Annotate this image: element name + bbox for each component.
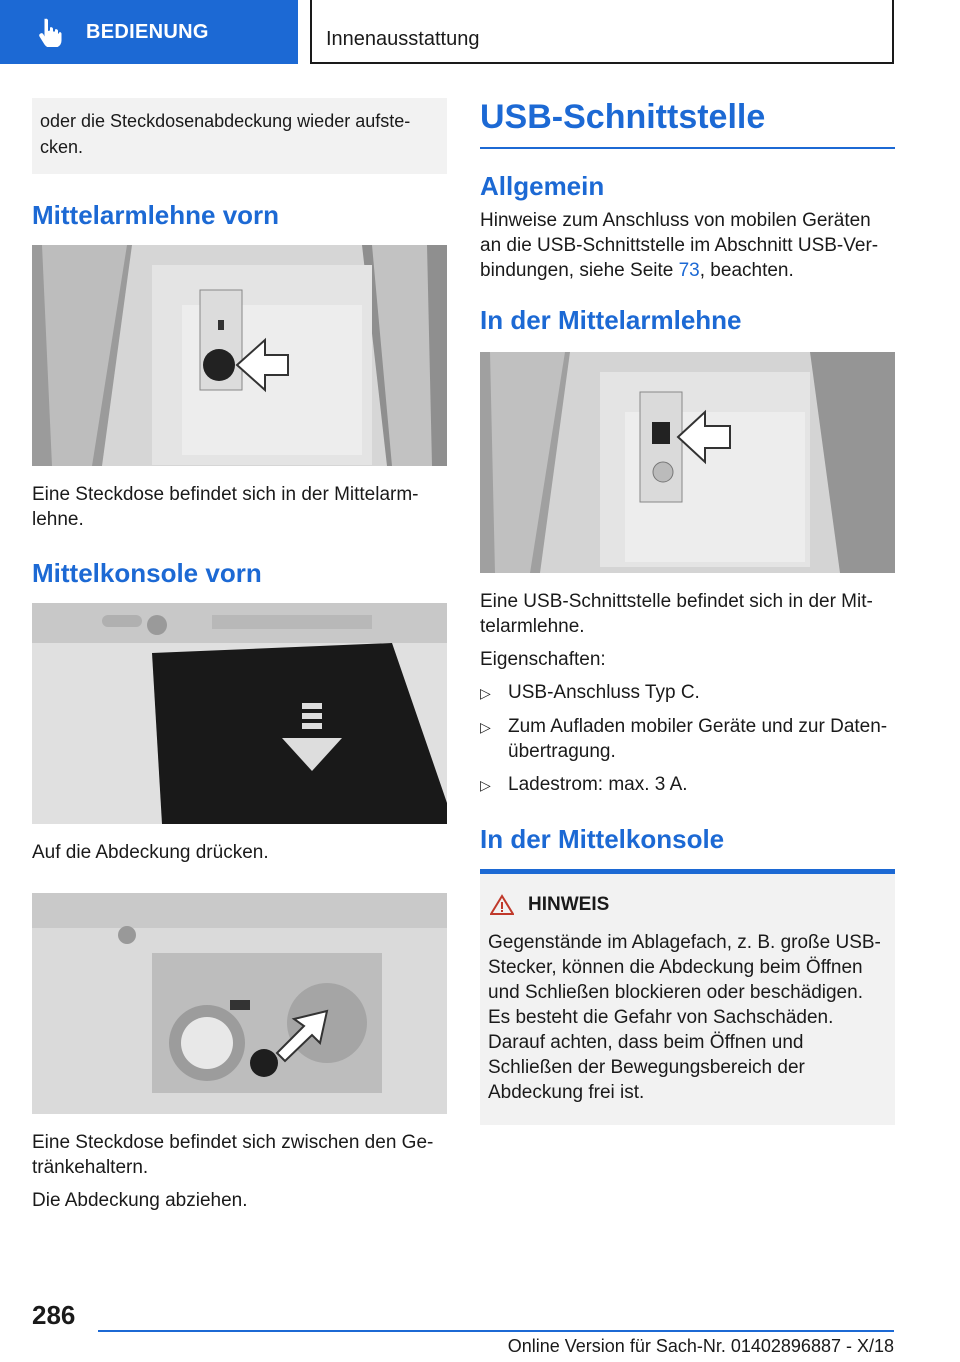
- triangle-bullet-icon: ▷: [480, 685, 491, 701]
- armrest-usb-image: [480, 352, 895, 573]
- usb-heading: USB-Schnittstelle: [480, 98, 895, 149]
- console-cover-image: [32, 603, 447, 824]
- section-tab[interactable]: [0, 0, 298, 64]
- notice-title: HINWEIS: [528, 894, 610, 915]
- cupholder-caption: Eine Steckdose befindet sich zwischen den Ge-tränkehaltern.: [32, 1132, 434, 1178]
- property-text: Zum Aufladen mobiler Geräte und zur Daten-übertragung.: [508, 716, 888, 762]
- properties-label: Eigenschaften:: [480, 649, 606, 670]
- cupholder-socket-image: [32, 893, 447, 1114]
- page-number: 286: [32, 1300, 76, 1330]
- warning-icon: [490, 894, 514, 916]
- armrest-caption: Eine Steckdose befindet sich in der Mittelarm-lehne.: [32, 484, 419, 530]
- chapter-title: Innenausstattung: [326, 28, 480, 50]
- footer-rule: [98, 1330, 894, 1332]
- version-text: Online Version für Sach-Nr. 01402896887 - X/18: [507, 1336, 894, 1356]
- console-usb-heading: In der Mittelkonsole: [480, 824, 725, 854]
- property-item: [480, 714, 895, 764]
- armrest-usb-heading: In der Mittelarmlehne: [480, 305, 742, 335]
- property-text: USB-Anschluss Typ C.: [508, 682, 700, 703]
- console-heading: Mittelkonsole vorn: [32, 558, 262, 588]
- notice-header: [490, 894, 887, 916]
- triangle-bullet-icon: ▷: [480, 719, 491, 735]
- general-heading: Allgemein: [480, 171, 605, 201]
- general-text-after: , beachten.: [699, 260, 794, 281]
- continued-text: oder die Steckdosenabdeckung wieder aufste-cken.: [40, 111, 411, 157]
- console-caption-press: Auf die Abdeckung drücken.: [32, 842, 269, 863]
- property-item: [480, 772, 895, 798]
- page-link[interactable]: 73: [678, 260, 700, 281]
- left-column: [32, 98, 447, 1213]
- notice-text: Gegenstände im Ablagefach, z. B. große USB-Stecker, können die Abdeckung beim Öffnen und Schließen blockieren oder beschädigen. Es besteht die Gefahr von Sachschäden. Darauf achten, dass beim Öffnen und Schließen der Bewegungsbereich der Abdeckung frei ist.: [488, 932, 881, 1103]
- pull-cover-caption: Die Abdeckung abziehen.: [32, 1190, 248, 1211]
- property-item: [480, 680, 895, 706]
- hand-pointer-icon: [36, 17, 62, 47]
- general-text: [480, 208, 895, 283]
- chapter-header: [310, 0, 894, 64]
- general-text-before: Hinweise zum Anschluss von mobilen Geräten an die USB-Schnittstelle im Abschnitt USB-Ver-bindungen, siehe Seite: [480, 210, 879, 281]
- armrest-heading: Mittelarmlehne vorn: [32, 200, 280, 230]
- armrest-usb-caption: Eine USB-Schnittstelle befindet sich in der Mit-telarmlehne.: [480, 591, 873, 637]
- property-text: Ladestrom: max. 3 A.: [508, 774, 688, 795]
- armrest-socket-image: [32, 245, 447, 466]
- right-column: [480, 98, 895, 1125]
- notice-box: [480, 874, 895, 1125]
- section-label: BEDIENUNG: [86, 20, 209, 43]
- continued-text-box: [32, 98, 447, 174]
- triangle-bullet-icon: ▷: [480, 777, 491, 793]
